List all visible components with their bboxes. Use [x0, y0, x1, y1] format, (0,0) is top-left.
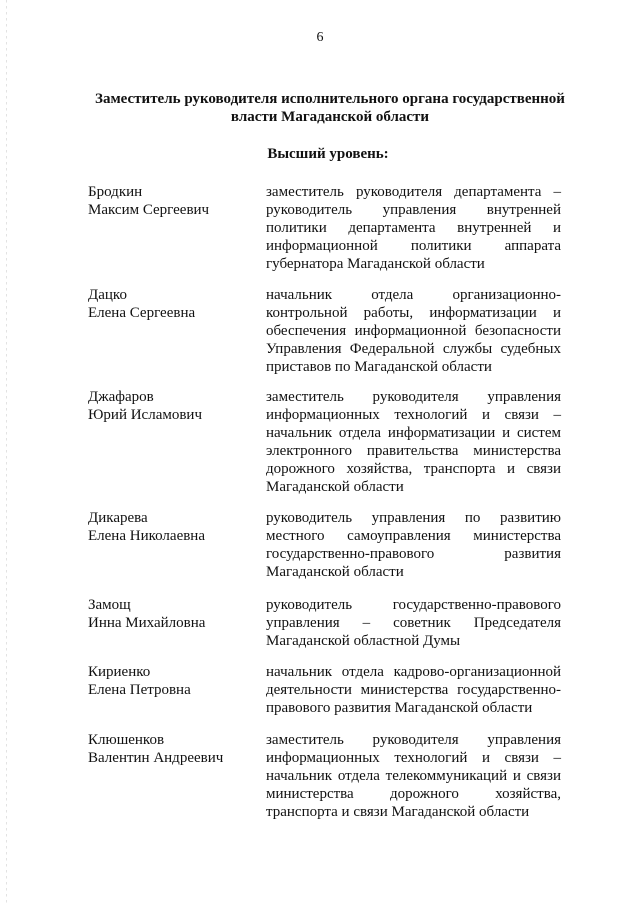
section-heading: [80, 90, 580, 126]
person-given-names: Юрий Исламович: [88, 407, 203, 423]
position-line: Магаданской областной Думы: [266, 633, 461, 649]
section-heading-line-2: власти Магаданской области: [230, 109, 430, 125]
position-line: приставов по Магаданской области: [266, 359, 492, 375]
position-line: информационной политики аппарата: [266, 238, 561, 254]
position-line: информационных технологий и связи –: [266, 407, 561, 423]
position-line: управления – советник Председателя: [266, 615, 561, 631]
person-given-names: Елена Петровна: [88, 682, 191, 698]
position-line: начальник отдела организационно-: [266, 287, 561, 303]
person-position: [266, 183, 561, 273]
position-line: правового развития Магаданской области: [266, 700, 533, 716]
position-line: начальник отдела телекоммуникаций и связи: [266, 768, 561, 784]
position-line: контрольной работы, информатизации и: [266, 305, 561, 321]
person-given-names: Елена Сергеевна: [88, 305, 196, 321]
position-line: заместитель руководителя управления: [266, 732, 561, 748]
person-given-names: Максим Сергеевич: [88, 202, 210, 218]
person-surname: Бродкин: [88, 184, 143, 200]
position-line: начальник отдела информатизации и систем: [266, 425, 561, 441]
position-line: руководитель управления по развитию: [266, 510, 561, 526]
person-given-names: Елена Николаевна: [88, 528, 205, 544]
position-line: заместитель руководителя департамента –: [266, 184, 561, 200]
position-line: электронного правительства министерства: [266, 443, 561, 459]
page-number: 6: [316, 30, 324, 45]
position-line: Магаданской области: [266, 564, 404, 580]
person-surname: Джафаров: [88, 389, 154, 405]
position-line: транспорта и связи Магаданской области: [266, 804, 530, 820]
position-line: министерства дорожного хозяйства,: [266, 786, 561, 802]
person-position: [266, 731, 561, 821]
person-surname: Кириенко: [88, 664, 151, 680]
position-line: руководитель управления внутренней: [266, 202, 561, 218]
scan-margin-artifact: [6, 0, 8, 905]
person-position: [266, 286, 561, 376]
person-position: [266, 509, 561, 581]
position-line: губернатора Магаданской области: [266, 256, 485, 272]
person-surname: Клюшенков: [88, 732, 165, 748]
position-line: государственно-правового развития: [266, 546, 561, 562]
level-title: Высший уровень:: [267, 146, 389, 162]
position-line: заместитель руководителя управления: [266, 389, 561, 405]
person-name: [88, 596, 258, 632]
person-surname: Дикарева: [88, 510, 148, 526]
person-position: [266, 388, 561, 496]
person-position: [266, 596, 561, 650]
person-name: [88, 731, 258, 767]
person-name: [88, 509, 258, 545]
person-given-names: Инна Михайловна: [88, 615, 206, 631]
position-line: дорожного хозяйства, транспорта и связи: [266, 461, 561, 477]
person-name: [88, 663, 258, 699]
position-line: Управления Федеральной службы судебных: [266, 341, 561, 357]
section-heading-line-1: Заместитель руководителя исполнительного органа государственной: [95, 91, 565, 107]
position-line: информационных технологий и связи –: [266, 750, 561, 766]
position-line: Магаданской области: [266, 479, 404, 495]
position-line: начальник отдела кадрово-организационной: [266, 664, 561, 680]
person-name: [88, 388, 258, 424]
position-line: деятельности министерства государственно-: [266, 682, 561, 698]
position-line: политики департамента внутренней и: [266, 220, 561, 236]
position-line: руководитель государственно-правового: [266, 597, 561, 613]
person-surname: Дацко: [88, 287, 127, 303]
person-name: [88, 286, 258, 322]
person-given-names: Валентин Андреевич: [88, 750, 224, 766]
position-line: местного самоуправления министерства: [266, 528, 561, 544]
person-position: [266, 663, 561, 717]
position-line: обеспечения информационной безопасности: [266, 323, 561, 339]
person-surname: Замощ: [88, 597, 131, 613]
person-name: [88, 183, 258, 219]
